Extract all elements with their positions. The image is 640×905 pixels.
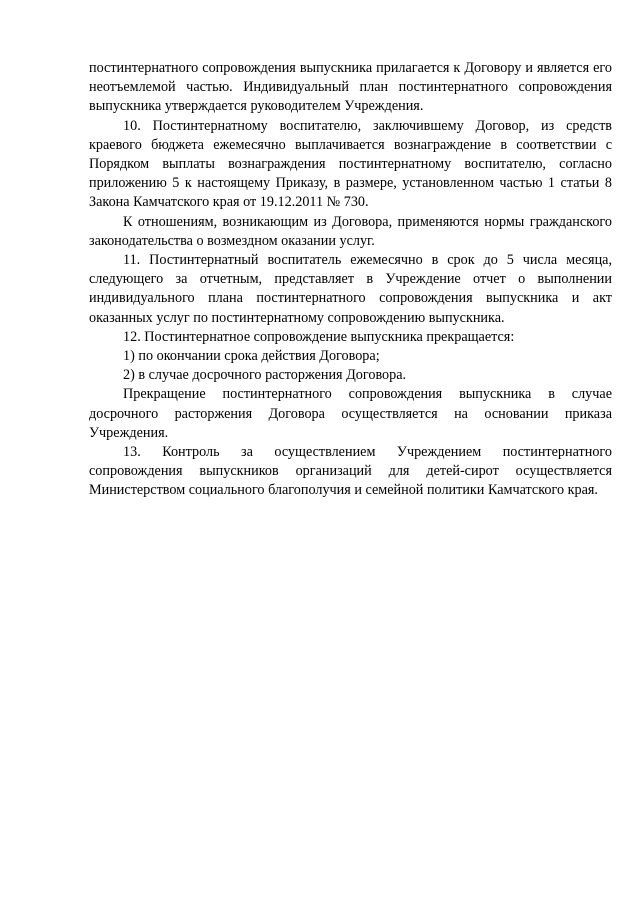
paragraph-item-13-control: 13. Контроль за осуществлением Учреждением постинтернатного сопровождения выпускников организаций для детей-сирот осуществляется Министерством социального благополучия и семейной политики Камчатского края. xyxy=(89,444,612,499)
paragraph-item-10-remuneration: 10. Постинтернатному воспитателю, заключившему Договор, из средств краевого бюджета ежемесячно выплачивается вознаграждение в соответствии с Порядком выплаты вознаграждения постинтернатному воспитателю, согласно приложению 5 к настоящему Приказу, в размере, установленном частью 1 статьи 8 Закона Камчатского края от 19.12.2011 № 730. xyxy=(89,117,612,211)
list-item-termination-1: 1) по окончании срока действия Договора; xyxy=(123,348,380,365)
paragraph-item-11-report: 11. Постинтернатный воспитатель ежемесячно в срок до 5 числа месяца, следующего за отчетным, представляет в Учреждение отчет о выполнении индивидуального плана постинтернатного сопровождения выпускника и акт оказанных услуг по постинтернатному сопровождению выпускника. xyxy=(89,252,612,326)
paragraph-civil-law: К отношениям, возникающим из Договора, применяются нормы гражданского законодательства о возмездном оказании услуг. xyxy=(89,213,612,249)
paragraph-plan-continuation: постинтернатного сопровождения выпускника прилагается к Договору и является его неотъемлемой частью. Индивидуальный план постинтернатного сопровождения выпускника утверждается руководителем Учреждения. xyxy=(89,60,612,115)
list-item-termination-2: 2) в случае досрочного расторжения Договора. xyxy=(123,367,407,384)
document-page xyxy=(89,59,612,501)
paragraph-early-termination: Прекращение постинтернатного сопровождения выпускника в случае досрочного расторжения Договора осуществляется на основании приказа Учреждения. xyxy=(89,386,612,441)
paragraph-item-12-termination: 12. Постинтернатное сопровождение выпускника прекращается: xyxy=(123,328,515,345)
